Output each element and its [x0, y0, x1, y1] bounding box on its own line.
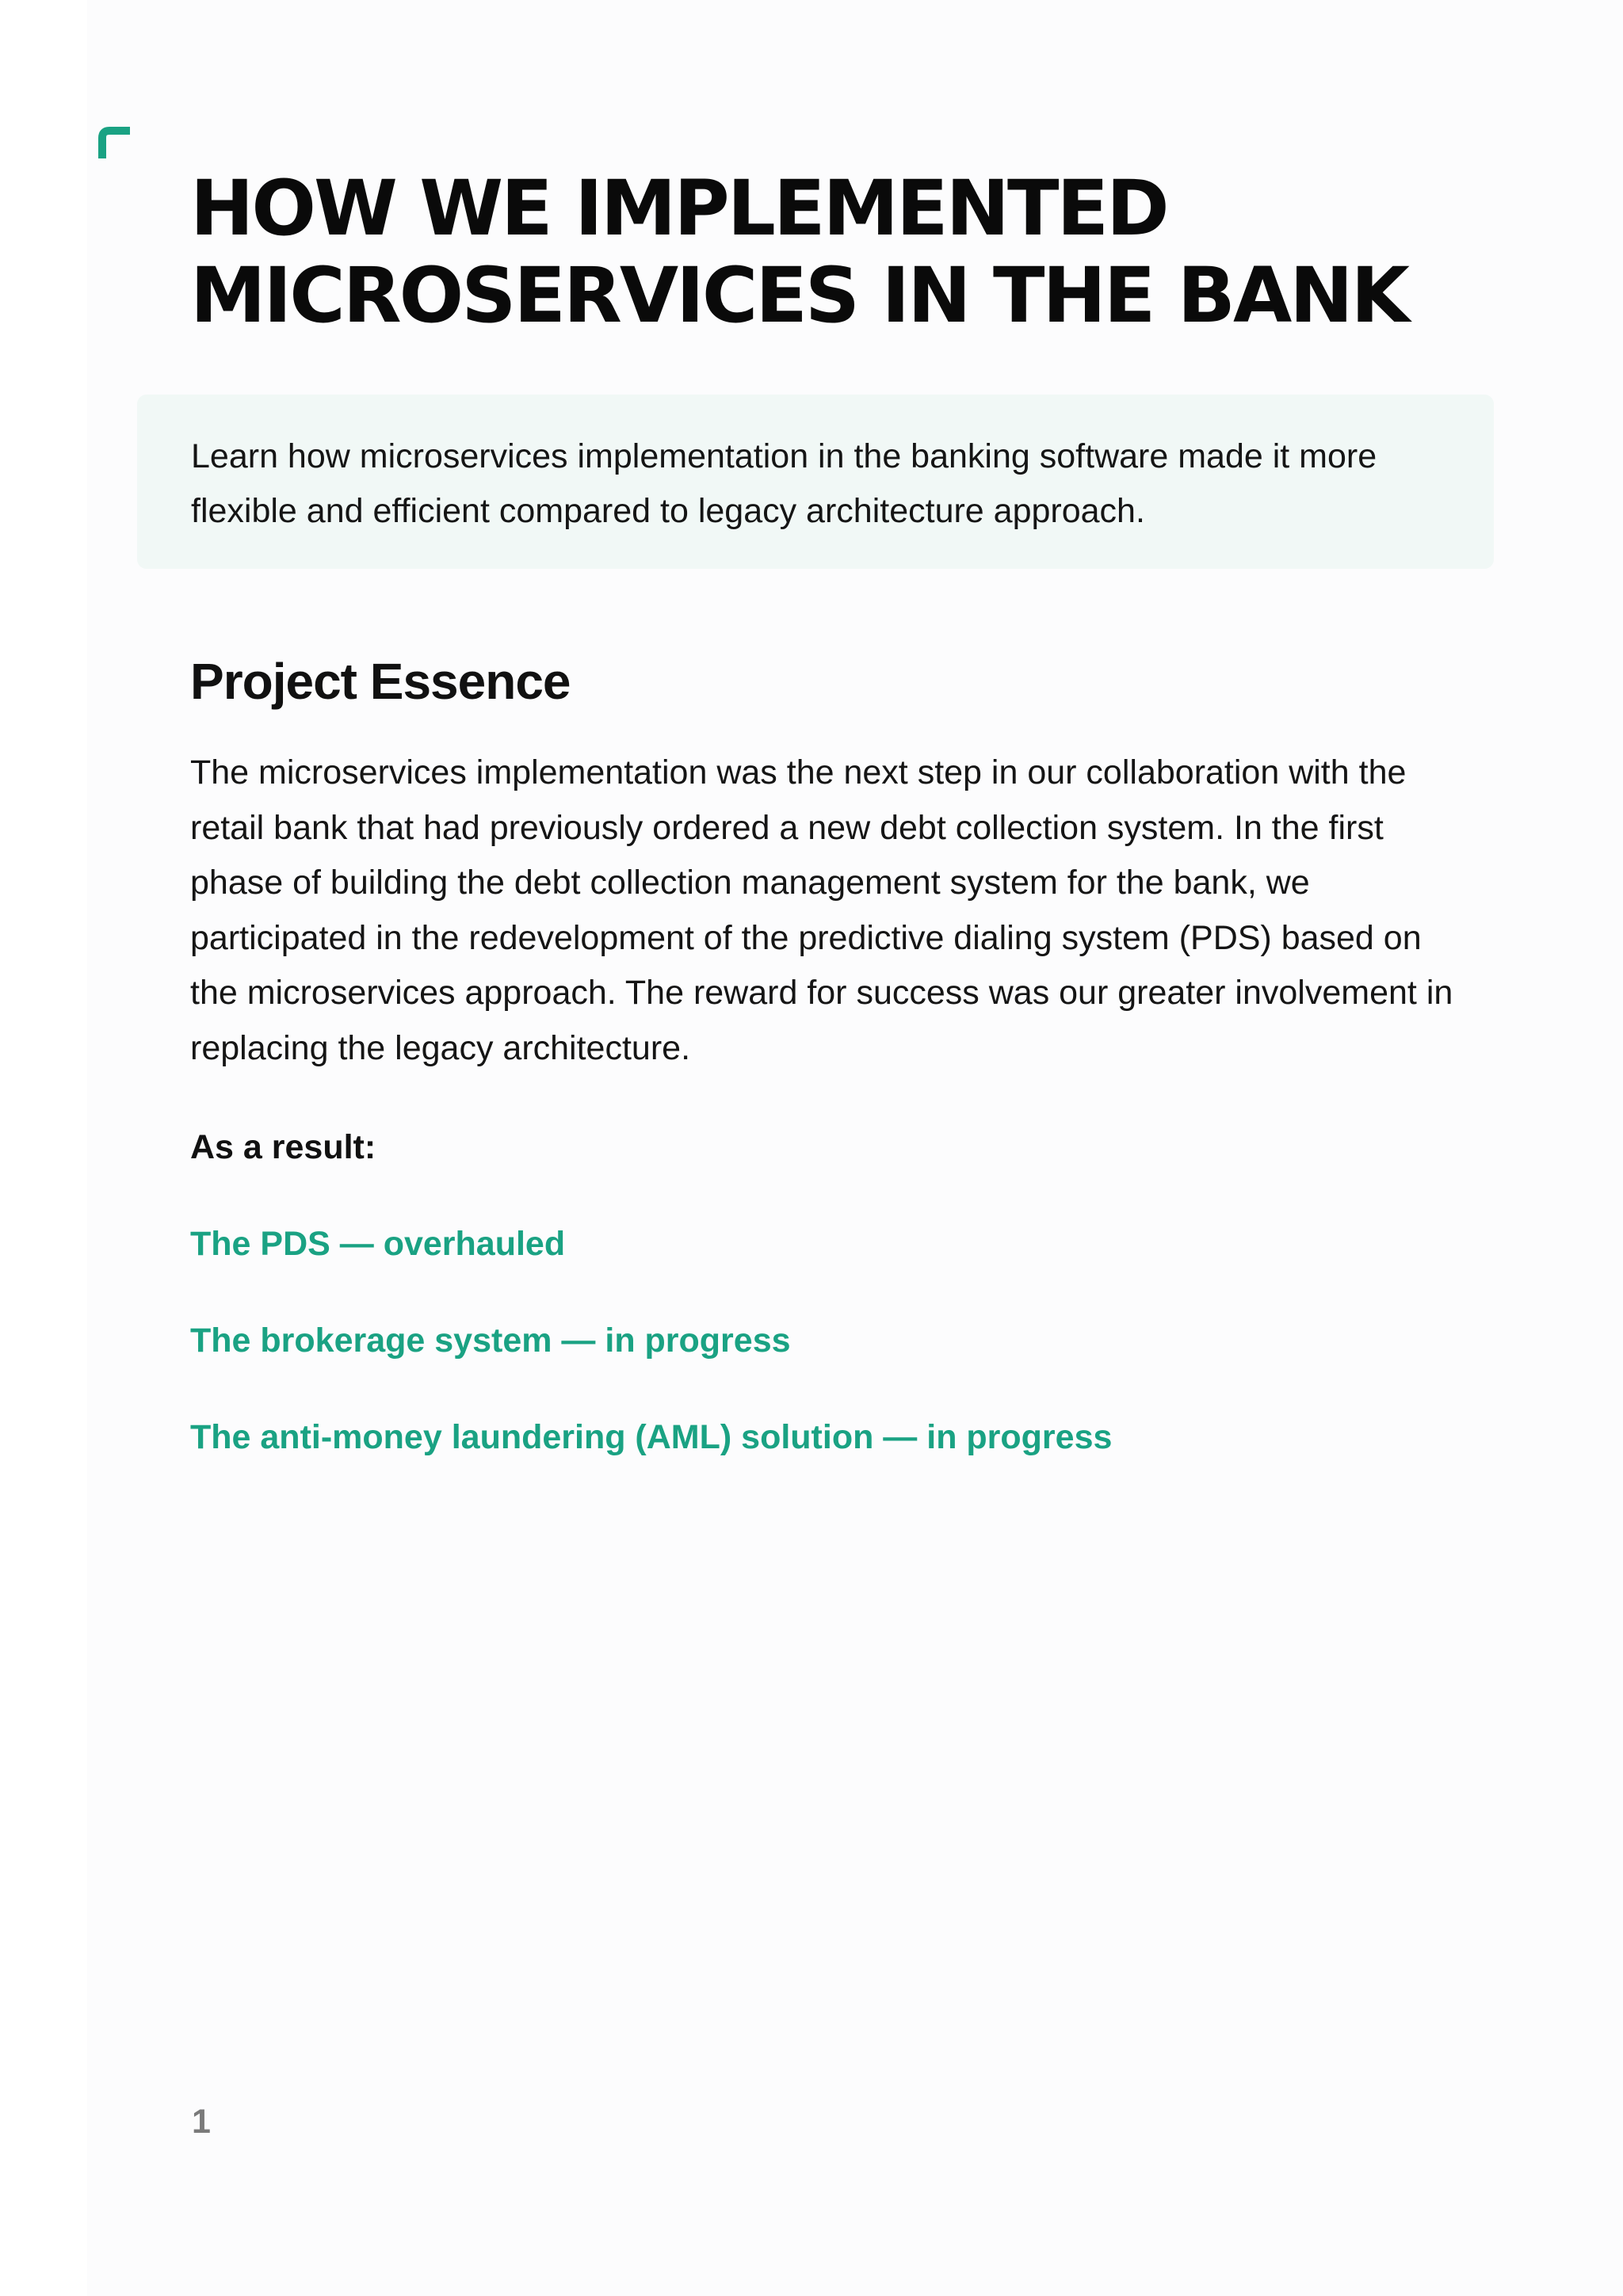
corner-bracket-icon — [98, 127, 133, 162]
section-heading: Project Essence — [190, 653, 571, 710]
result-item: The PDS — overhauled — [190, 1225, 566, 1263]
result-label: As a result: — [190, 1128, 376, 1166]
result-item: The brokerage system — in progress — [190, 1322, 791, 1360]
title-line-1: HOW WE IMPLEMENTED — [190, 164, 1167, 253]
page-title — [190, 165, 1553, 339]
page-number: 1 — [192, 2103, 211, 2141]
result-list — [190, 1220, 1112, 1510]
intro-callout — [137, 395, 1494, 569]
intro-text: Learn how microservices implementation in the banking software made it more flexible and efficient compared to legacy architecture approach. — [191, 437, 1377, 530]
result-item: The anti-money laundering (AML) solution — in progress — [190, 1418, 1113, 1456]
section-body: The microservices implementation was the next step in our collaboration with the retail bank that had previously ordered a new debt collection system. In the first phase of building the debt collection management system for the bank, we participated in the redevelopment of the predictive dialing system (PDS) based on the microservices approach. The reward for success was our greater involvement in replacing the legacy architecture. — [190, 753, 1453, 1067]
title-line-2: MICROSERVICES IN THE BANK — [190, 251, 1407, 340]
